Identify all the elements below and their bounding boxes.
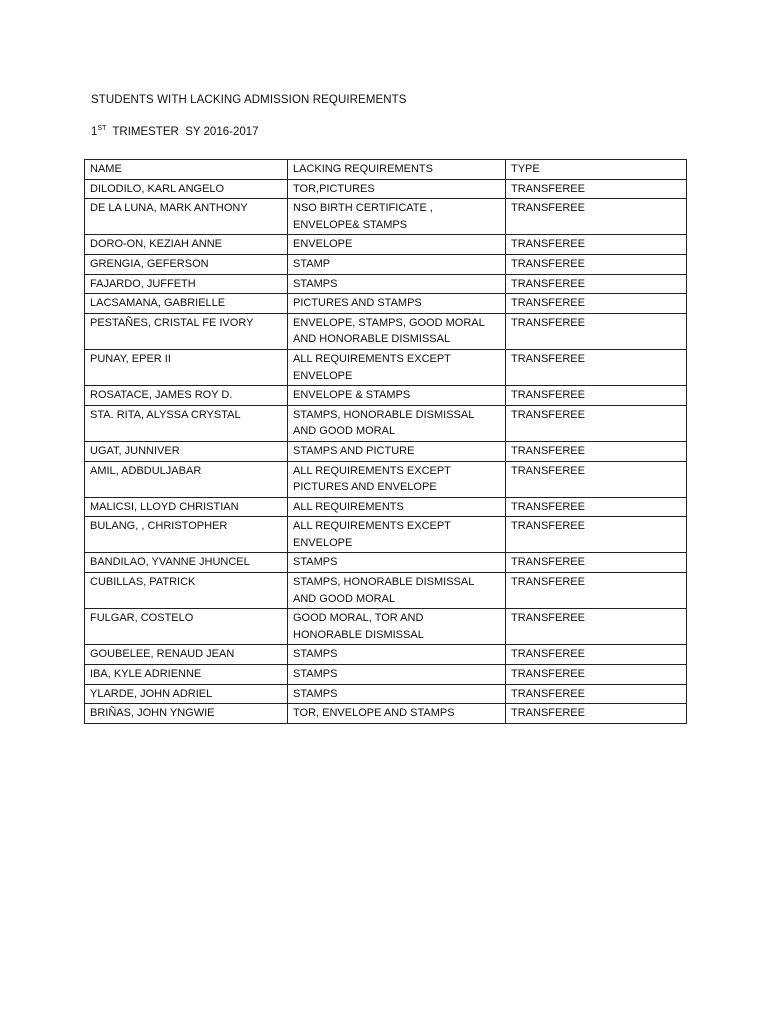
lacking-requirements-cell: STAMPS [288, 274, 506, 294]
table-row [85, 349, 687, 385]
student-name-cell: AMIL, ADBDULJABAR [85, 461, 288, 497]
lacking-requirements-cell: STAMPS [288, 645, 506, 665]
header-name: NAME [85, 160, 288, 180]
student-name-cell: PESTAÑES, CRISTAL FE IVORY [85, 313, 288, 349]
requirements-table [84, 159, 687, 724]
table-row [85, 497, 687, 517]
student-name-cell: STA. RITA, ALYSSA CRYSTAL [85, 405, 288, 441]
student-name-cell: BANDILAO, YVANNE JHUNCEL [85, 553, 288, 573]
student-name-cell: DILODILO, KARL ANGELO [85, 179, 288, 199]
student-type-cell: TRANSFEREE [506, 441, 687, 461]
student-type-cell: TRANSFEREE [506, 684, 687, 704]
student-type-cell: TRANSFEREE [506, 609, 687, 645]
term-line [91, 126, 259, 138]
table-header-row [85, 160, 687, 180]
student-name-cell: BULANG, , CHRISTOPHER [85, 517, 288, 553]
student-name-cell: GOUBELEE, RENAUD JEAN [85, 645, 288, 665]
student-type-cell: TRANSFEREE [506, 665, 687, 685]
table-row [85, 461, 687, 497]
student-type-cell: TRANSFEREE [506, 704, 687, 724]
lacking-requirements-cell: NSO BIRTH CERTIFICATE , ENVELOPE& STAMPS [288, 199, 506, 235]
table-row [85, 441, 687, 461]
table-row [85, 609, 687, 645]
student-name-cell: CUBILLAS, PATRICK [85, 573, 288, 609]
table-row [85, 704, 687, 724]
student-type-cell: TRANSFEREE [506, 517, 687, 553]
table-row [85, 274, 687, 294]
table-row [85, 179, 687, 199]
student-name-cell: BRIÑAS, JOHN YNGWIE [85, 704, 288, 724]
student-name-cell: FULGAR, COSTELO [85, 609, 288, 645]
student-type-cell: TRANSFEREE [506, 461, 687, 497]
lacking-requirements-cell: ENVELOPE & STAMPS [288, 386, 506, 406]
lacking-requirements-cell: PICTURES AND STAMPS [288, 294, 506, 314]
student-name-cell: FAJARDO, JUFFETH [85, 274, 288, 294]
student-name-cell: DE LA LUNA, MARK ANTHONY [85, 199, 288, 235]
lacking-requirements-cell: ALL REQUIREMENTS EXCEPT PICTURES AND ENVELOPE [288, 461, 506, 497]
lacking-requirements-cell: STAMPS [288, 684, 506, 704]
table-row [85, 405, 687, 441]
school-year: SY 2016-2017 [185, 126, 259, 138]
lacking-requirements-cell: GOOD MORAL, TOR AND HONORABLE DISMISSAL [288, 609, 506, 645]
document-title: STUDENTS WITH LACKING ADMISSION REQUIREMENTS [91, 94, 407, 106]
table-row [85, 294, 687, 314]
lacking-requirements-cell: ENVELOPE [288, 235, 506, 255]
student-name-cell: YLARDE, JOHN ADRIEL [85, 684, 288, 704]
student-type-cell: TRANSFEREE [506, 199, 687, 235]
table-row [85, 199, 687, 235]
table-row [85, 665, 687, 685]
lacking-requirements-cell: STAMPS, HONORABLE DISMISSAL AND GOOD MORAL [288, 405, 506, 441]
table-body [85, 160, 687, 724]
table-row [85, 684, 687, 704]
header-requirements: LACKING REQUIREMENTS [288, 160, 506, 180]
student-type-cell: TRANSFEREE [506, 294, 687, 314]
table-row [85, 386, 687, 406]
student-type-cell: TRANSFEREE [506, 179, 687, 199]
student-type-cell: TRANSFEREE [506, 497, 687, 517]
header-type: TYPE [506, 160, 687, 180]
student-name-cell: DORO-ON, KEZIAH ANNE [85, 235, 288, 255]
table-row [85, 313, 687, 349]
student-name-cell: UGAT, JUNNIVER [85, 441, 288, 461]
table-row [85, 254, 687, 274]
student-type-cell: TRANSFEREE [506, 405, 687, 441]
lacking-requirements-cell: ENVELOPE, STAMPS, GOOD MORAL AND HONORABLE DISMISSAL [288, 313, 506, 349]
table-row [85, 573, 687, 609]
table-row [85, 553, 687, 573]
student-type-cell: TRANSFEREE [506, 553, 687, 573]
student-type-cell: TRANSFEREE [506, 386, 687, 406]
student-type-cell: TRANSFEREE [506, 573, 687, 609]
student-name-cell: MALICSI, LLOYD CHRISTIAN [85, 497, 288, 517]
lacking-requirements-cell: ALL REQUIREMENTS [288, 497, 506, 517]
student-type-cell: TRANSFEREE [506, 645, 687, 665]
lacking-requirements-cell: STAMP [288, 254, 506, 274]
student-type-cell: TRANSFEREE [506, 235, 687, 255]
lacking-requirements-cell: STAMPS, HONORABLE DISMISSAL AND GOOD MORAL [288, 573, 506, 609]
term-suffix: ST [97, 125, 107, 132]
term-number: 1 [91, 126, 98, 138]
lacking-requirements-cell: STAMPS [288, 665, 506, 685]
student-name-cell: PUNAY, EPER II [85, 349, 288, 385]
term-label: TRIMESTER [112, 126, 179, 138]
table-row [85, 235, 687, 255]
student-name-cell: ROSATACE, JAMES ROY D. [85, 386, 288, 406]
student-name-cell: GRENGIA, GEFERSON [85, 254, 288, 274]
lacking-requirements-cell: ALL REQUIREMENTS EXCEPT ENVELOPE [288, 349, 506, 385]
lacking-requirements-cell: STAMPS [288, 553, 506, 573]
student-type-cell: TRANSFEREE [506, 313, 687, 349]
lacking-requirements-cell: ALL REQUIREMENTS EXCEPT ENVELOPE [288, 517, 506, 553]
student-name-cell: IBA, KYLE ADRIENNE [85, 665, 288, 685]
student-type-cell: TRANSFEREE [506, 349, 687, 385]
table-row [85, 645, 687, 665]
student-type-cell: TRANSFEREE [506, 274, 687, 294]
lacking-requirements-cell: STAMPS AND PICTURE [288, 441, 506, 461]
student-type-cell: TRANSFEREE [506, 254, 687, 274]
table-row [85, 517, 687, 553]
lacking-requirements-cell: TOR,PICTURES [288, 179, 506, 199]
student-name-cell: LACSAMANA, GABRIELLE [85, 294, 288, 314]
lacking-requirements-cell: TOR, ENVELOPE AND STAMPS [288, 704, 506, 724]
